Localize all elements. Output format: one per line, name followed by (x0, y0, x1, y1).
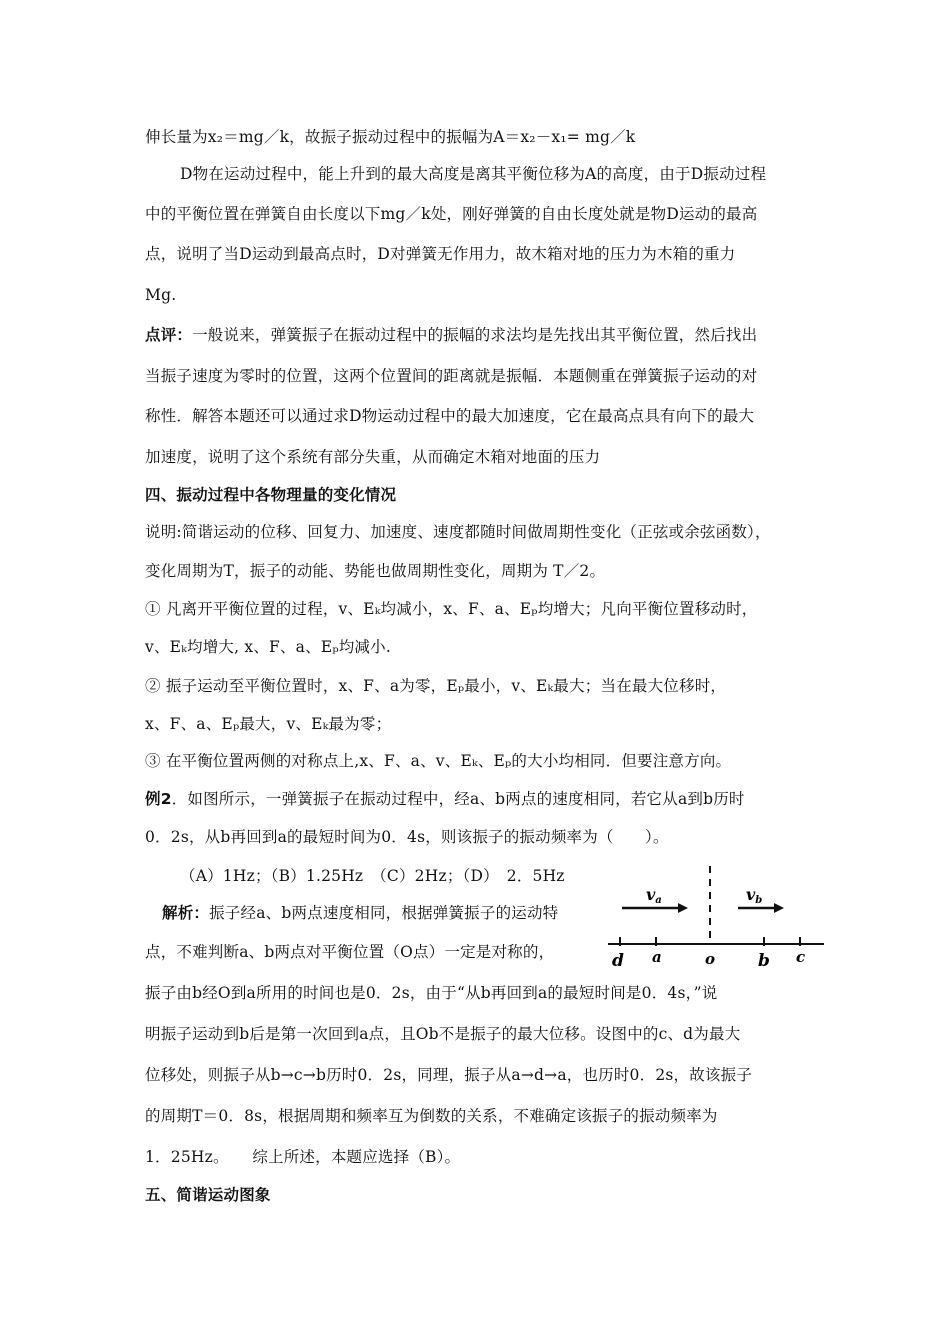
example-2-text: ．如图所示，一弹簧振子在振动过程中，经a、b两点的速度相同，若它从a到b历时 (171, 790, 745, 808)
point-label-d: d (612, 951, 624, 971)
point-label-c: c (796, 948, 806, 966)
analysis-line-1 (162, 903, 558, 923)
comment-line-4: 加速度，说明了这个系统有部分失重，从而确定木箱对地面的压力 (145, 448, 601, 466)
point-label-b: b (758, 951, 770, 971)
comment-line-3: 称性．解答本题还可以通过求D物运动过程中的最大加速度，它在最高点具有向下的最大 (145, 407, 755, 425)
section-4-line-6: x、F、a、Eₚ最大，v、Eₖ最为零； (145, 715, 392, 733)
va-arrow-head (678, 903, 688, 913)
example-2-label: 例2 (145, 790, 172, 808)
comment-label: 点评： (145, 326, 193, 344)
vb-arrow-head (774, 903, 784, 913)
point-label-o: o (705, 950, 716, 968)
paragraph-line-1: 伸长量为x₂＝mg／k，故振子振动过程中的振幅为A＝x₂－x₁= mg／k (145, 128, 636, 146)
example-2-options: （A）1Hz；（B）1.25Hz （C）2Hz；（D） 2．5Hz (180, 867, 565, 885)
analysis-line-6: 的周期T＝0．8s，根据周期和频率互为倒数的关系，不难确定该振子的振动频率为 (145, 1107, 718, 1125)
oscillator-diagram (598, 862, 828, 972)
paragraph-line-2: D物在运动过程中，能上升到的最大高度是离其平衡位移为A的高度，由于D振动过程 (180, 165, 767, 183)
analysis-label: 解析： (162, 904, 210, 922)
section-4-line-1: 说明:简谐运动的位移、回复力、加速度、速度都随时间做周期性变化（正弦或余弦函数）， (145, 523, 771, 541)
va-label: va (646, 885, 662, 906)
point-label-a: a (652, 948, 662, 966)
paragraph-line-5: Mg. (145, 286, 177, 304)
analysis-line-5: 位移处，则振子从b→c→b历时0．2s，同理，振子从a→d→a，也历时0．2s，故该振子 (145, 1066, 753, 1084)
section-5-heading: 五、简谐运动图象 (145, 1186, 271, 1204)
section-4-line-2: 变化周期为T，振子的动能、势能也做周期性变化，周期为 T／2。 (145, 562, 606, 580)
paragraph-line-3: 中的平衡位置在弹簧自由长度以下mg／k处，刚好弹簧的自由长度处就是物D运动的最高 (145, 205, 758, 223)
analysis-line-7: 1．25Hz。 综上所述，本题应选择（B）。 (145, 1148, 461, 1166)
section-4-line-4: v、Eₖ均增大, x、F、a、Eₚ均减小. (145, 638, 391, 656)
section-4-line-7: ③ 在平衡位置两侧的对称点上,x、F、a、v、Eₖ、Eₚ的大小均相同．但要注意方向。 (145, 752, 732, 770)
section-4-line-3: ① 凡离开平衡位置的过程，v、Eₖ均减小，x、F、a、Eₚ均增大；凡向平衡位置移动时， (145, 600, 758, 618)
analysis-line-2: 点，不难判断a、b两点对平衡位置（O点）一定是对称的， (145, 943, 555, 961)
section-4-line-5: ② 振子运动至平衡位置时，x、F、a为零，Eₚ最小，v、Eₖ最大；当在最大位移时， (145, 677, 727, 695)
paragraph-line-4: 点，说明了当D运动到最高点时，D对弹簧无作用力，故木箱对地的压力为木箱的重力 (145, 245, 736, 263)
example-2-line-2: 0．2s，从b再回到a的最短时间为0．4s，则该振子的振动频率为（ ）。 (145, 828, 669, 846)
vb-label: vb (746, 885, 763, 906)
section-4-heading: 四、振动过程中各物理量的变化情况 (145, 486, 397, 504)
comment-line-1 (145, 325, 757, 345)
example-2-line-1 (145, 789, 745, 809)
comment-line-2: 当振子速度为零时的位置，这两个位置间的距离就是振幅．本题侧重在弹簧振子运动的对 (145, 367, 758, 385)
comment-text: 一般说来，弹簧振子在振动过程中的振幅的求法均是先找出其平衡位置，然后找出 (192, 326, 758, 344)
analysis-line-4: 明振子运动到b后是第一次回到a点，且Ob不是振子的最大位移。设图中的c、d为最大 (145, 1025, 741, 1043)
analysis-line-3: 振子由b经O到a所用的时间也是0．2s，由于“从b再回到a的最短时间是0．4s，”说 (145, 984, 718, 1002)
analysis-text: 振子经a、b两点速度相同，根据弹簧振子的运动特 (209, 904, 559, 922)
